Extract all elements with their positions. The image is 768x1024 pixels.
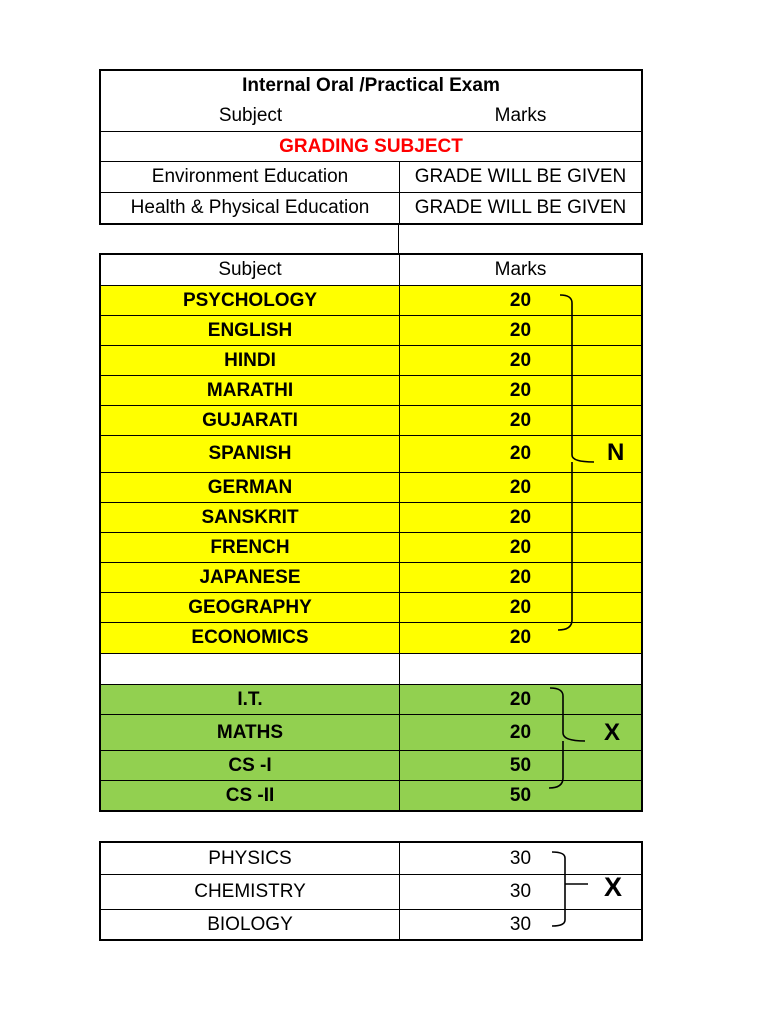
grading-marks: GRADE WILL BE GIVEN (414, 166, 627, 187)
subject-cell: PHYSICS (101, 843, 400, 874)
subject-cell: GEOGRAPHY (101, 593, 400, 622)
marks-cell: 20 (509, 443, 532, 464)
marks-cell: 20 (509, 536, 532, 558)
subject-cell: MARATHI (101, 376, 400, 405)
subject-cell: FRENCH (101, 533, 400, 562)
grading-marks: GRADE WILL BE GIVEN (414, 197, 627, 218)
subject-cell: HINDI (101, 346, 400, 375)
section-title: GRADING SUBJECT (279, 135, 463, 157)
marks-cell: 20 (509, 721, 532, 743)
brace-label-x: X (604, 719, 621, 746)
marks-cell: 20 (509, 506, 532, 528)
subject-cell: SPANISH (101, 436, 400, 472)
grading-subject: Health & Physical Education (101, 193, 400, 223)
subject-cell: PSYCHOLOGY (101, 286, 400, 315)
marks-cell: 30 (509, 881, 532, 902)
subject-cell: CS -I (101, 751, 400, 780)
header-marks: Marks (494, 105, 547, 126)
marks-cell: 20 (509, 319, 532, 341)
marks-cell: 30 (509, 847, 532, 869)
brace-label-n: N (607, 439, 625, 466)
subject-cell: GERMAN (101, 473, 400, 502)
subject-cell: ENGLISH (101, 316, 400, 345)
marks-cell: 30 (509, 913, 532, 935)
marks-cell: 20 (509, 596, 532, 618)
subject-cell: ECONOMICS (101, 623, 400, 653)
marks-cell: 20 (509, 289, 532, 311)
subject-cell: CS -II (101, 781, 400, 810)
subject-cell: MATHS (101, 715, 400, 750)
marks-cell: 20 (509, 476, 532, 498)
marks-cell: 20 (509, 566, 532, 588)
subject-cell: BIOLOGY (101, 910, 400, 939)
marks-cell: 20 (509, 379, 532, 401)
subject-cell: GUJARATI (101, 406, 400, 435)
brace-label-x-science: X (604, 872, 623, 902)
yellow-brace-icon (558, 295, 594, 630)
subject-cell: SANSKRIT (101, 503, 400, 532)
marks-cell: 20 (509, 349, 532, 371)
science-brace-icon (552, 852, 588, 926)
table-title: Internal Oral /Practical Exam (242, 75, 500, 96)
marks-cell: 20 (509, 688, 532, 710)
marks-cell: 50 (509, 784, 532, 806)
subject-cell: CHEMISTRY (101, 875, 400, 909)
header-subject: Subject (101, 255, 400, 285)
subject-cell: I.T. (101, 685, 400, 714)
marks-cell: 20 (509, 627, 532, 648)
marks-cell: 50 (509, 754, 532, 776)
grading-subject: Environment Education (101, 162, 400, 192)
green-brace-icon (549, 688, 585, 788)
header-marks: Marks (494, 259, 547, 280)
marks-cell: 20 (509, 409, 532, 431)
subject-cell: JAPANESE (101, 563, 400, 592)
header-subject: Subject (218, 105, 283, 126)
